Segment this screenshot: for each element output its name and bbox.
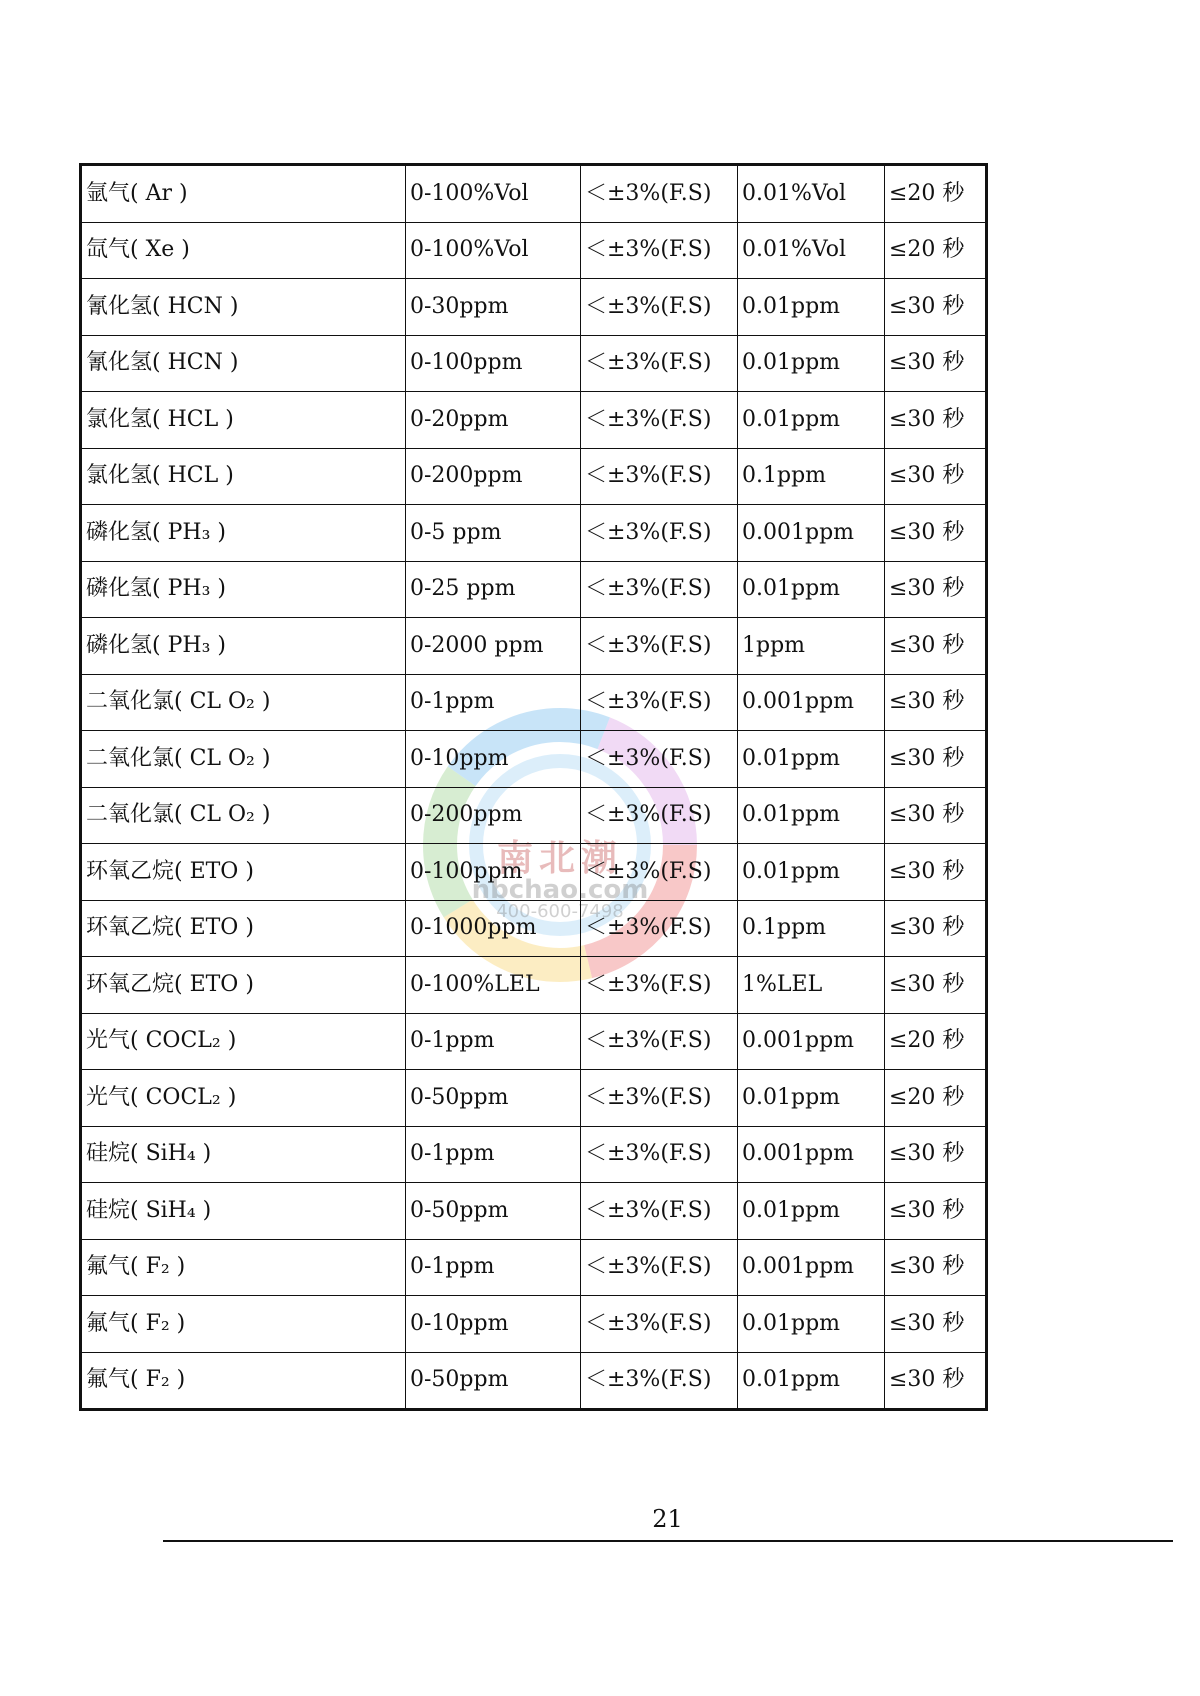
range-cell: 0-100ppm [406, 335, 581, 392]
accuracy-cell: ＜±3%(F.S) [581, 900, 738, 957]
table-row [81, 165, 987, 223]
response-time-cell: ≤30 秒 [885, 1126, 987, 1183]
range-cell: 0-10ppm [406, 1296, 581, 1353]
range-cell: 0-1ppm [406, 1239, 581, 1296]
accuracy-cell: ＜±3%(F.S) [581, 165, 738, 223]
table-row [81, 335, 987, 392]
accuracy-cell: ＜±3%(F.S) [581, 279, 738, 336]
table-row [81, 1352, 987, 1410]
resolution-cell: 0.01ppm [738, 335, 885, 392]
range-cell: 0-1ppm [406, 1126, 581, 1183]
resolution-cell: 0.01ppm [738, 731, 885, 788]
table-row [81, 957, 987, 1014]
table-row [81, 1070, 987, 1127]
footer-rule [163, 1540, 1173, 1542]
range-cell: 0-30ppm [406, 279, 581, 336]
accuracy-cell: ＜±3%(F.S) [581, 957, 738, 1014]
response-time-cell: ≤30 秒 [885, 561, 987, 618]
table-row [81, 279, 987, 336]
range-cell: 0-200ppm [406, 448, 581, 505]
range-cell: 0-50ppm [406, 1070, 581, 1127]
response-time-cell: ≤30 秒 [885, 674, 987, 731]
gas-name-cell: 硅烷( SiH₄ ) [81, 1183, 406, 1240]
range-cell: 0-100%Vol [406, 165, 581, 223]
accuracy-cell: ＜±3%(F.S) [581, 1013, 738, 1070]
response-time-cell: ≤30 秒 [885, 900, 987, 957]
range-cell: 0-2000 ppm [406, 618, 581, 675]
table-row [81, 731, 987, 788]
response-time-cell: ≤30 秒 [885, 1352, 987, 1410]
resolution-cell: 0.001ppm [738, 1126, 885, 1183]
gas-spec-table-body [81, 165, 987, 1410]
table-row [81, 1013, 987, 1070]
table-row [81, 674, 987, 731]
resolution-cell: 0.01ppm [738, 1296, 885, 1353]
gas-name-cell: 氰化氢( HCN ) [81, 279, 406, 336]
response-time-cell: ≤20 秒 [885, 1013, 987, 1070]
range-cell: 0-50ppm [406, 1352, 581, 1410]
table-row [81, 844, 987, 901]
table-row [81, 392, 987, 449]
table-row [81, 1296, 987, 1353]
response-time-cell: ≤30 秒 [885, 448, 987, 505]
range-cell: 0-1000ppm [406, 900, 581, 957]
response-time-cell: ≤20 秒 [885, 222, 987, 279]
range-cell: 0-100ppm [406, 844, 581, 901]
table-row [81, 448, 987, 505]
page-number: 21 [652, 1505, 683, 1533]
range-cell: 0-100%LEL [406, 957, 581, 1014]
resolution-cell: 0.01ppm [738, 1352, 885, 1410]
gas-name-cell: 二氧化氯( CL O₂ ) [81, 674, 406, 731]
response-time-cell: ≤30 秒 [885, 787, 987, 844]
resolution-cell: 0.001ppm [738, 1013, 885, 1070]
gas-name-cell: 氟气( F₂ ) [81, 1352, 406, 1410]
table-row [81, 900, 987, 957]
resolution-cell: 0.01ppm [738, 1183, 885, 1240]
accuracy-cell: ＜±3%(F.S) [581, 561, 738, 618]
watermark-site: nbchao.com [471, 875, 649, 905]
resolution-cell: 0.01ppm [738, 392, 885, 449]
gas-name-cell: 氩气( Ar ) [81, 165, 406, 223]
accuracy-cell: ＜±3%(F.S) [581, 618, 738, 675]
resolution-cell: 0.1ppm [738, 900, 885, 957]
response-time-cell: ≤30 秒 [885, 1239, 987, 1296]
accuracy-cell: ＜±3%(F.S) [581, 1070, 738, 1127]
accuracy-cell: ＜±3%(F.S) [581, 844, 738, 901]
resolution-cell: 0.01%Vol [738, 165, 885, 223]
table-row [81, 618, 987, 675]
response-time-cell: ≤30 秒 [885, 1183, 987, 1240]
response-time-cell: ≤30 秒 [885, 957, 987, 1014]
range-cell: 0-200ppm [406, 787, 581, 844]
resolution-cell: 0.01ppm [738, 787, 885, 844]
resolution-cell: 0.1ppm [738, 448, 885, 505]
gas-name-cell: 氙气( Xe ) [81, 222, 406, 279]
range-cell: 0-5 ppm [406, 505, 581, 562]
resolution-cell: 0.01ppm [738, 844, 885, 901]
response-time-cell: ≤30 秒 [885, 279, 987, 336]
range-cell: 0-25 ppm [406, 561, 581, 618]
resolution-cell: 0.01ppm [738, 561, 885, 618]
response-time-cell: ≤30 秒 [885, 844, 987, 901]
accuracy-cell: ＜±3%(F.S) [581, 1352, 738, 1410]
response-time-cell: ≤20 秒 [885, 165, 987, 223]
resolution-cell: 0.01%Vol [738, 222, 885, 279]
range-cell: 0-20ppm [406, 392, 581, 449]
gas-name-cell: 环氧乙烷( ETO ) [81, 957, 406, 1014]
accuracy-cell: ＜±3%(F.S) [581, 392, 738, 449]
accuracy-cell: ＜±3%(F.S) [581, 787, 738, 844]
resolution-cell: 0.01ppm [738, 1070, 885, 1127]
table-row [81, 561, 987, 618]
response-time-cell: ≤20 秒 [885, 1070, 987, 1127]
watermark-phone: 400-600-7498 [496, 901, 624, 922]
range-cell: 0-10ppm [406, 731, 581, 788]
gas-name-cell: 光气( COCL₂ ) [81, 1013, 406, 1070]
response-time-cell: ≤30 秒 [885, 731, 987, 788]
accuracy-cell: ＜±3%(F.S) [581, 222, 738, 279]
gas-spec-table [79, 163, 988, 1411]
accuracy-cell: ＜±3%(F.S) [581, 1126, 738, 1183]
gas-name-cell: 环氧乙烷( ETO ) [81, 900, 406, 957]
response-time-cell: ≤30 秒 [885, 392, 987, 449]
accuracy-cell: ＜±3%(F.S) [581, 1183, 738, 1240]
accuracy-cell: ＜±3%(F.S) [581, 1296, 738, 1353]
resolution-cell: 1%LEL [738, 957, 885, 1014]
gas-name-cell: 磷化氢( PH₃ ) [81, 505, 406, 562]
gas-name-cell: 二氧化氯( CL O₂ ) [81, 787, 406, 844]
resolution-cell: 0.001ppm [738, 1239, 885, 1296]
table-row [81, 505, 987, 562]
table-row [81, 222, 987, 279]
accuracy-cell: ＜±3%(F.S) [581, 674, 738, 731]
accuracy-cell: ＜±3%(F.S) [581, 448, 738, 505]
resolution-cell: 1ppm [738, 618, 885, 675]
accuracy-cell: ＜±3%(F.S) [581, 1239, 738, 1296]
resolution-cell: 0.001ppm [738, 505, 885, 562]
gas-name-cell: 氟气( F₂ ) [81, 1296, 406, 1353]
accuracy-cell: ＜±3%(F.S) [581, 731, 738, 788]
resolution-cell: 0.01ppm [738, 279, 885, 336]
gas-name-cell: 氯化氢( HCL ) [81, 392, 406, 449]
table-row [81, 1126, 987, 1183]
table-row [81, 787, 987, 844]
accuracy-cell: ＜±3%(F.S) [581, 505, 738, 562]
range-cell: 0-50ppm [406, 1183, 581, 1240]
gas-name-cell: 二氧化氯( CL O₂ ) [81, 731, 406, 788]
resolution-cell: 0.001ppm [738, 674, 885, 731]
response-time-cell: ≤30 秒 [885, 618, 987, 675]
range-cell: 0-1ppm [406, 1013, 581, 1070]
gas-name-cell: 光气( COCL₂ ) [81, 1070, 406, 1127]
gas-name-cell: 硅烷( SiH₄ ) [81, 1126, 406, 1183]
gas-name-cell: 氟气( F₂ ) [81, 1239, 406, 1296]
response-time-cell: ≤30 秒 [885, 1296, 987, 1353]
gas-name-cell: 磷化氢( PH₃ ) [81, 618, 406, 675]
watermark-brand: 南北潮 [496, 838, 623, 879]
gas-name-cell: 磷化氢( PH₃ ) [81, 561, 406, 618]
range-cell: 0-100%Vol [406, 222, 581, 279]
response-time-cell: ≤30 秒 [885, 505, 987, 562]
gas-name-cell: 氰化氢( HCN ) [81, 335, 406, 392]
gas-name-cell: 环氧乙烷( ETO ) [81, 844, 406, 901]
accuracy-cell: ＜±3%(F.S) [581, 335, 738, 392]
table-row [81, 1239, 987, 1296]
response-time-cell: ≤30 秒 [885, 335, 987, 392]
range-cell: 0-1ppm [406, 674, 581, 731]
table-row [81, 1183, 987, 1240]
gas-name-cell: 氯化氢( HCL ) [81, 448, 406, 505]
